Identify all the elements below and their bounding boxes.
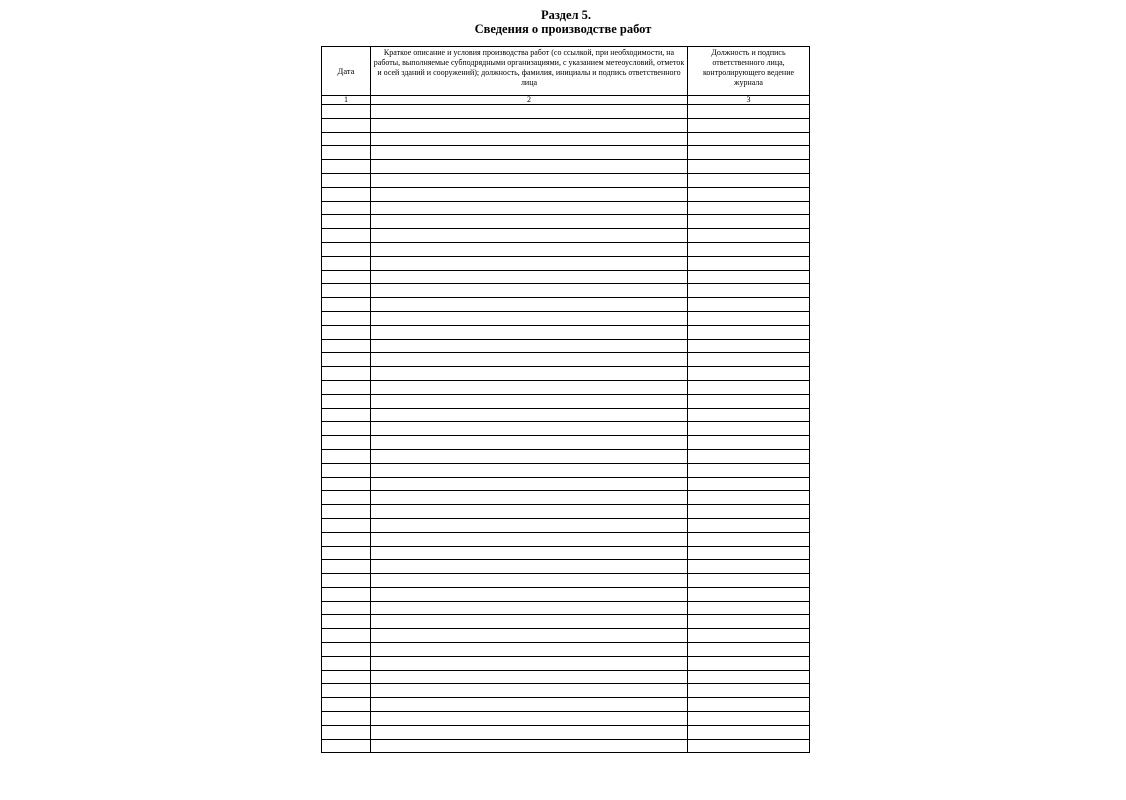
description-cell[interactable] bbox=[371, 587, 688, 601]
responsible-cell[interactable] bbox=[688, 353, 810, 367]
table-header-row bbox=[322, 47, 810, 96]
description-cell[interactable] bbox=[371, 491, 688, 505]
date-cell[interactable] bbox=[322, 449, 371, 463]
date-cell[interactable] bbox=[322, 118, 371, 132]
responsible-cell[interactable] bbox=[688, 422, 810, 436]
date-cell[interactable] bbox=[322, 353, 371, 367]
responsible-cell[interactable] bbox=[688, 505, 810, 519]
date-cell[interactable] bbox=[322, 629, 371, 643]
date-cell[interactable] bbox=[322, 670, 371, 684]
date-cell[interactable] bbox=[322, 491, 371, 505]
description-cell[interactable] bbox=[371, 270, 688, 284]
date-cell[interactable] bbox=[322, 215, 371, 229]
date-cell[interactable] bbox=[322, 477, 371, 491]
responsible-cell[interactable] bbox=[688, 242, 810, 256]
description-cell[interactable] bbox=[371, 132, 688, 146]
description-cell[interactable] bbox=[371, 505, 688, 519]
date-cell[interactable] bbox=[322, 422, 371, 436]
description-cell[interactable] bbox=[371, 187, 688, 201]
responsible-cell[interactable] bbox=[688, 491, 810, 505]
description-cell[interactable] bbox=[371, 684, 688, 698]
description-cell[interactable] bbox=[371, 229, 688, 243]
table-row bbox=[322, 325, 810, 339]
description-cell[interactable] bbox=[371, 546, 688, 560]
description-cell[interactable] bbox=[371, 201, 688, 215]
description-cell[interactable] bbox=[371, 367, 688, 381]
table-row bbox=[322, 739, 810, 753]
responsible-cell[interactable] bbox=[688, 587, 810, 601]
table-row bbox=[322, 643, 810, 657]
responsible-cell[interactable] bbox=[688, 698, 810, 712]
date-cell[interactable] bbox=[322, 725, 371, 739]
date-cell[interactable] bbox=[322, 173, 371, 187]
responsible-cell[interactable] bbox=[688, 394, 810, 408]
column-number-3: 3 bbox=[688, 96, 810, 105]
description-cell[interactable] bbox=[371, 725, 688, 739]
date-cell[interactable] bbox=[322, 339, 371, 353]
table-row bbox=[322, 408, 810, 422]
responsible-cell[interactable] bbox=[688, 656, 810, 670]
responsible-cell[interactable] bbox=[688, 256, 810, 270]
date-cell[interactable] bbox=[322, 505, 371, 519]
responsible-cell[interactable] bbox=[688, 684, 810, 698]
table-row bbox=[322, 491, 810, 505]
description-cell[interactable] bbox=[371, 298, 688, 312]
date-cell[interactable] bbox=[322, 187, 371, 201]
description-cell[interactable] bbox=[371, 739, 688, 753]
responsible-cell[interactable] bbox=[688, 380, 810, 394]
description-cell[interactable] bbox=[371, 670, 688, 684]
work-log-table bbox=[321, 46, 810, 753]
column-number-1: 1 bbox=[322, 96, 371, 105]
table-row bbox=[322, 422, 810, 436]
date-cell[interactable] bbox=[322, 256, 371, 270]
responsible-cell[interactable] bbox=[688, 477, 810, 491]
table-row bbox=[322, 601, 810, 615]
date-cell[interactable] bbox=[322, 408, 371, 422]
date-cell[interactable] bbox=[322, 284, 371, 298]
responsible-cell[interactable] bbox=[688, 201, 810, 215]
description-cell[interactable] bbox=[371, 215, 688, 229]
responsible-cell[interactable] bbox=[688, 229, 810, 243]
table-row bbox=[322, 587, 810, 601]
table-row bbox=[322, 215, 810, 229]
date-cell[interactable] bbox=[322, 367, 371, 381]
responsible-cell[interactable] bbox=[688, 574, 810, 588]
table-row bbox=[322, 546, 810, 560]
date-cell[interactable] bbox=[322, 105, 371, 119]
date-cell[interactable] bbox=[322, 684, 371, 698]
table-row bbox=[322, 160, 810, 174]
description-cell[interactable] bbox=[371, 477, 688, 491]
description-cell[interactable] bbox=[371, 394, 688, 408]
description-cell[interactable] bbox=[371, 353, 688, 367]
responsible-cell[interactable] bbox=[688, 367, 810, 381]
date-cell[interactable] bbox=[322, 242, 371, 256]
description-cell[interactable] bbox=[371, 656, 688, 670]
description-cell[interactable] bbox=[371, 160, 688, 174]
description-cell[interactable] bbox=[371, 712, 688, 726]
description-cell[interactable] bbox=[371, 532, 688, 546]
date-cell[interactable] bbox=[322, 546, 371, 560]
header-date: Дата bbox=[322, 47, 371, 96]
table-row bbox=[322, 380, 810, 394]
date-cell[interactable] bbox=[322, 518, 371, 532]
column-number-2: 2 bbox=[371, 96, 688, 105]
table-row bbox=[322, 284, 810, 298]
responsible-cell[interactable] bbox=[688, 436, 810, 450]
description-cell[interactable] bbox=[371, 242, 688, 256]
header-responsible: Должность и подпись ответственного лица, контролирующего ведение журнала bbox=[688, 47, 810, 96]
responsible-cell[interactable] bbox=[688, 284, 810, 298]
table-row bbox=[322, 201, 810, 215]
date-cell[interactable] bbox=[322, 132, 371, 146]
responsible-cell[interactable] bbox=[688, 408, 810, 422]
responsible-cell[interactable] bbox=[688, 298, 810, 312]
date-cell[interactable] bbox=[322, 436, 371, 450]
description-cell[interactable] bbox=[371, 284, 688, 298]
responsible-cell[interactable] bbox=[688, 311, 810, 325]
responsible-cell[interactable] bbox=[688, 463, 810, 477]
table-row bbox=[322, 256, 810, 270]
date-cell[interactable] bbox=[322, 463, 371, 477]
responsible-cell[interactable] bbox=[688, 601, 810, 615]
table-row bbox=[322, 698, 810, 712]
table-row bbox=[322, 615, 810, 629]
table-row bbox=[322, 449, 810, 463]
section-label: Раздел 5. bbox=[540, 8, 592, 22]
date-cell[interactable] bbox=[322, 380, 371, 394]
table-row bbox=[322, 477, 810, 491]
description-cell[interactable] bbox=[371, 698, 688, 712]
table-row bbox=[322, 118, 810, 132]
description-cell[interactable] bbox=[371, 629, 688, 643]
table-row bbox=[322, 105, 810, 119]
table-row bbox=[322, 353, 810, 367]
description-cell[interactable] bbox=[371, 325, 688, 339]
responsible-cell[interactable] bbox=[688, 615, 810, 629]
date-cell[interactable] bbox=[322, 146, 371, 160]
responsible-cell[interactable] bbox=[688, 712, 810, 726]
description-cell[interactable] bbox=[371, 518, 688, 532]
description-cell[interactable] bbox=[371, 463, 688, 477]
table-row bbox=[322, 298, 810, 312]
table-row bbox=[322, 574, 810, 588]
responsible-cell[interactable] bbox=[688, 325, 810, 339]
table-row bbox=[322, 560, 810, 574]
section-title: Сведения о производстве работ bbox=[474, 22, 652, 36]
table-row bbox=[322, 505, 810, 519]
description-cell[interactable] bbox=[371, 436, 688, 450]
description-cell[interactable] bbox=[371, 643, 688, 657]
responsible-cell[interactable] bbox=[688, 339, 810, 353]
date-cell[interactable] bbox=[322, 229, 371, 243]
table-row bbox=[322, 684, 810, 698]
responsible-cell[interactable] bbox=[688, 532, 810, 546]
description-cell[interactable] bbox=[371, 560, 688, 574]
date-cell[interactable] bbox=[322, 698, 371, 712]
table-row bbox=[322, 394, 810, 408]
date-cell[interactable] bbox=[322, 574, 371, 588]
responsible-cell[interactable] bbox=[688, 449, 810, 463]
responsible-cell[interactable] bbox=[688, 725, 810, 739]
description-cell[interactable] bbox=[371, 339, 688, 353]
table-row bbox=[322, 670, 810, 684]
description-cell[interactable] bbox=[371, 422, 688, 436]
date-cell[interactable] bbox=[322, 601, 371, 615]
table-row bbox=[322, 532, 810, 546]
description-cell[interactable] bbox=[371, 601, 688, 615]
table-row bbox=[322, 229, 810, 243]
date-cell[interactable] bbox=[322, 311, 371, 325]
date-cell[interactable] bbox=[322, 532, 371, 546]
responsible-cell[interactable] bbox=[688, 270, 810, 284]
table-row bbox=[322, 463, 810, 477]
date-cell[interactable] bbox=[322, 201, 371, 215]
date-cell[interactable] bbox=[322, 587, 371, 601]
description-cell[interactable] bbox=[371, 173, 688, 187]
description-cell[interactable] bbox=[371, 449, 688, 463]
responsible-cell[interactable] bbox=[688, 146, 810, 160]
responsible-cell[interactable] bbox=[688, 215, 810, 229]
responsible-cell[interactable] bbox=[688, 670, 810, 684]
description-cell[interactable] bbox=[371, 574, 688, 588]
table-row bbox=[322, 146, 810, 160]
table-row bbox=[322, 518, 810, 532]
table-row bbox=[322, 712, 810, 726]
date-cell[interactable] bbox=[322, 615, 371, 629]
responsible-cell[interactable] bbox=[688, 546, 810, 560]
description-cell[interactable] bbox=[371, 118, 688, 132]
responsible-cell[interactable] bbox=[688, 187, 810, 201]
table-row bbox=[322, 187, 810, 201]
date-cell[interactable] bbox=[322, 298, 371, 312]
table-row bbox=[322, 339, 810, 353]
date-cell[interactable] bbox=[322, 325, 371, 339]
table-row bbox=[322, 656, 810, 670]
table-row bbox=[322, 132, 810, 146]
date-cell[interactable] bbox=[322, 160, 371, 174]
responsible-cell[interactable] bbox=[688, 643, 810, 657]
date-cell[interactable] bbox=[322, 270, 371, 284]
table-row bbox=[322, 311, 810, 325]
responsible-cell[interactable] bbox=[688, 173, 810, 187]
responsible-cell[interactable] bbox=[688, 629, 810, 643]
table-row bbox=[322, 242, 810, 256]
header-description: Краткое описание и условия производства работ (со ссылкой, при необходимости, на работы, выполняемые субподрядными организациями, с указанием метеоусловий, отметок и осей зданий и сооружений); должность, фамилия, инициалы и подпись ответственного лица bbox=[371, 47, 688, 96]
responsible-cell[interactable] bbox=[688, 118, 810, 132]
description-cell[interactable] bbox=[371, 615, 688, 629]
responsible-cell[interactable] bbox=[688, 739, 810, 753]
table-row bbox=[322, 367, 810, 381]
table-row bbox=[322, 725, 810, 739]
responsible-cell[interactable] bbox=[688, 518, 810, 532]
date-cell[interactable] bbox=[322, 712, 371, 726]
table-row bbox=[322, 173, 810, 187]
description-cell[interactable] bbox=[371, 105, 688, 119]
date-cell[interactable] bbox=[322, 739, 371, 753]
responsible-cell[interactable] bbox=[688, 560, 810, 574]
description-cell[interactable] bbox=[371, 311, 688, 325]
description-cell[interactable] bbox=[371, 408, 688, 422]
date-cell[interactable] bbox=[322, 560, 371, 574]
description-cell[interactable] bbox=[371, 146, 688, 160]
column-number-row bbox=[322, 96, 810, 105]
date-cell[interactable] bbox=[322, 394, 371, 408]
responsible-cell[interactable] bbox=[688, 105, 810, 119]
date-cell[interactable] bbox=[322, 643, 371, 657]
date-cell[interactable] bbox=[322, 656, 371, 670]
description-cell[interactable] bbox=[371, 256, 688, 270]
description-cell[interactable] bbox=[371, 380, 688, 394]
table-row bbox=[322, 436, 810, 450]
table-row bbox=[322, 629, 810, 643]
table-row bbox=[322, 270, 810, 284]
responsible-cell[interactable] bbox=[688, 160, 810, 174]
responsible-cell[interactable] bbox=[688, 132, 810, 146]
